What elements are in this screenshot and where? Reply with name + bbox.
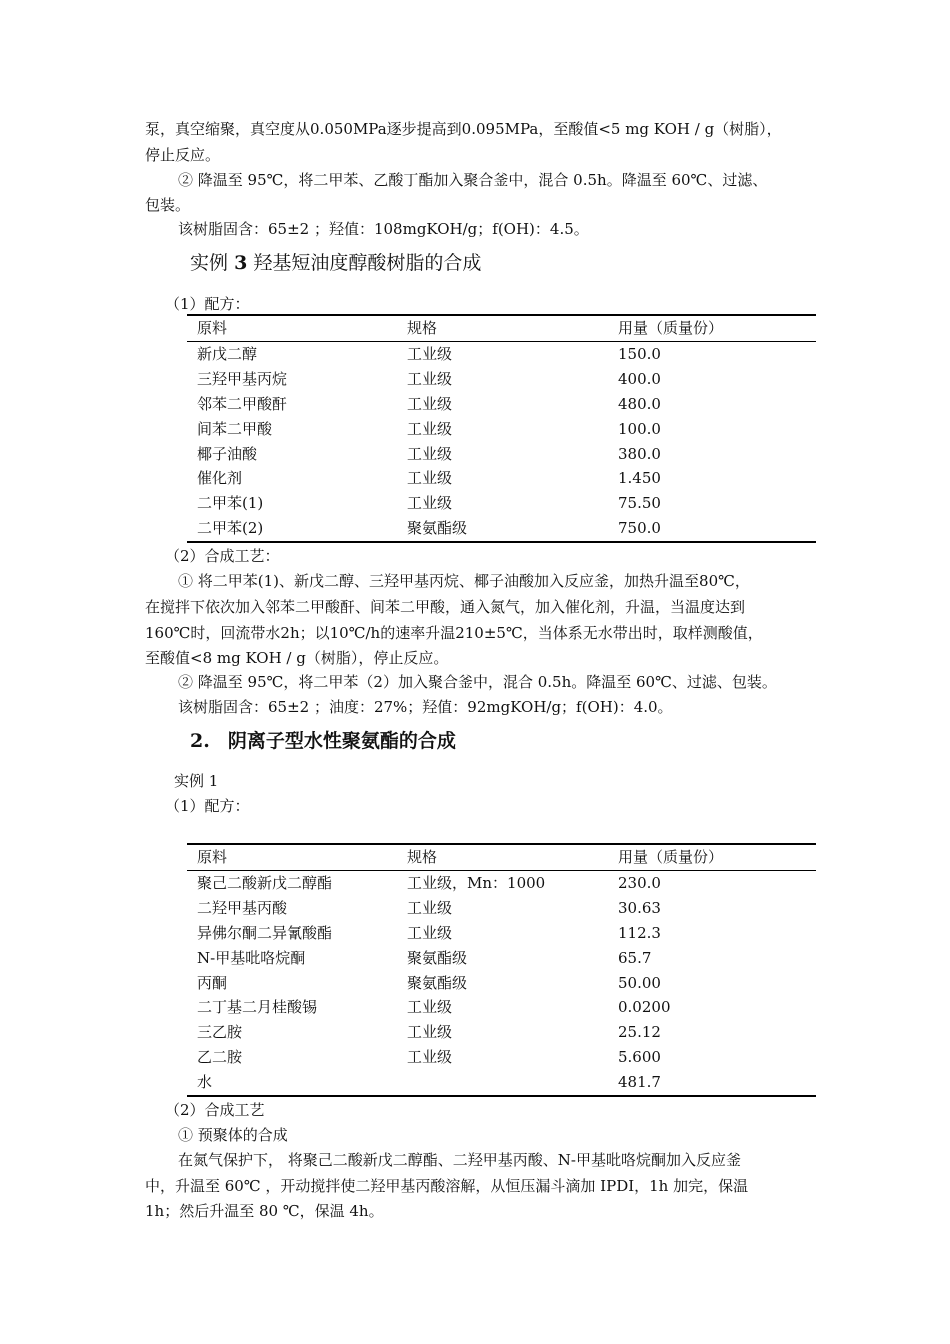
table-cell: 二丁基二月桂酸锡	[197, 998, 318, 1017]
table-cell: 新戊二醇	[197, 344, 258, 363]
table-row	[187, 466, 816, 491]
heading-prefix: 实例	[190, 252, 229, 274]
table-cell: 工业级	[407, 444, 453, 463]
table-cell: 75.50	[618, 494, 661, 513]
process-label: （2）合成工艺：	[165, 547, 280, 565]
process-line: 在氮气保护下， 将聚己二酸新戊二醇酯、二羟甲基丙酸、N-甲基吡咯烷酮加入反应釜	[178, 1151, 741, 1169]
table-cell: 催化剂	[197, 469, 243, 488]
table-cell	[397, 1070, 608, 1096]
example3-heading	[190, 248, 481, 275]
resin-spec-line: 该树脂固含：65±2 ；油度：27%；羟值：92mgKOH/g；f(OH)：4.0。	[178, 698, 673, 716]
table-cell: 工业级	[407, 419, 453, 438]
process-line: 中，升温至 60℃ ，开动搅拌使二羟甲基丙酸溶解，从恒压漏斗滴加 IPDI，1h 加完，保温	[145, 1177, 749, 1195]
column-header: 用量（质量份）	[618, 848, 724, 866]
table-row	[187, 442, 816, 467]
table-cell: 100.0	[618, 419, 661, 438]
table-cell: 聚氨酯级	[407, 973, 468, 992]
paragraph-line: 停止反应。	[145, 146, 221, 164]
table-cell: 工业级	[407, 1048, 453, 1067]
table-cell: 聚己二酸新戊二醇酯	[197, 873, 333, 892]
process-line: 160℃时，回流带水2h；以10℃/h的速率升温210±5℃，当体系无水带出时，取样测酸值，	[145, 624, 763, 642]
section-number: 2.	[190, 730, 210, 752]
heading-number: 3	[234, 252, 248, 274]
table-cell: 水	[197, 1073, 213, 1092]
table-cell: 工业级	[407, 898, 453, 917]
table-cell: 工业级	[407, 394, 453, 413]
formula-label: （1）配方：	[165, 295, 250, 313]
process-line: 1h；然后升温至 80 ℃，保温 4h。	[145, 1202, 384, 1220]
table-row	[187, 995, 816, 1020]
process-line: 至酸值<8 mg KOH / g（树脂），停止反应。	[145, 649, 449, 667]
table-cell: 工业级	[407, 369, 453, 388]
table-cell: 380.0	[618, 444, 661, 463]
paragraph-line: 包装。	[145, 196, 191, 214]
process-line: 在搅拌下依次加入邻苯二甲酸酐、间苯二甲酸，通入氮气，加入催化剂，升温，当温度达到	[145, 598, 746, 616]
heading-text: 羟基短油度醇酸树脂的合成	[253, 252, 482, 274]
process-line: ① 将二甲苯(1)、新戊二醇、三羟甲基丙烷、椰子油酸加入反应釜，加热升温至80℃，	[178, 572, 750, 590]
resin-spec-line: 该树脂固含：65±2 ；羟值：108mgKOH/g；f(OH)：4.5。	[178, 220, 589, 238]
table-cell: 工业级	[407, 923, 453, 942]
column-header: 原料	[197, 319, 228, 337]
table-cell: 二甲苯(1)	[197, 494, 264, 513]
table-header-row	[187, 844, 816, 870]
table-cell: 230.0	[618, 873, 661, 892]
table-cell: 工业级	[407, 998, 453, 1017]
table-cell: 工业级	[407, 344, 453, 363]
formula-label: （1）配方：	[165, 797, 250, 815]
table-cell: 乙二胺	[197, 1048, 243, 1067]
table-cell: 481.7	[618, 1073, 661, 1092]
table-cell: 椰子油酸	[197, 444, 258, 463]
column-header: 原料	[197, 848, 228, 866]
table-cell: 150.0	[618, 344, 661, 363]
paragraph-line: 泵，真空缩聚，真空度从0.050MPa逐步提高到0.095MPa，至酸值<5 mg KOH / g（树脂），	[145, 120, 782, 138]
column-header: 用量（质量份）	[618, 319, 724, 337]
table-cell: 25.12	[618, 1023, 661, 1042]
column-header: 规格	[407, 319, 438, 337]
table-row	[187, 516, 816, 542]
table-cell: 工业级，Mn：1000	[407, 873, 546, 892]
table-cell: 二羟甲基丙酸	[197, 898, 288, 917]
table-cell: 50.00	[618, 973, 661, 992]
table-row	[187, 896, 816, 921]
table-row	[187, 870, 816, 895]
table-row	[187, 971, 816, 996]
table-cell: 5.600	[618, 1048, 661, 1067]
process-label: （2）合成工艺	[165, 1101, 265, 1119]
table-cell: 30.63	[618, 898, 661, 917]
table-cell: 聚氨酯级	[407, 948, 468, 967]
example-label: 实例 1	[174, 772, 219, 790]
column-header: 规格	[407, 848, 438, 866]
table-cell: 异佛尔酮二异氰酸酯	[197, 923, 333, 942]
table-row	[187, 1045, 816, 1070]
table-cell: 工业级	[407, 1023, 453, 1042]
table-cell: 0.0200	[618, 998, 671, 1017]
table-cell: 聚氨酯级	[407, 519, 468, 538]
table-row	[187, 341, 816, 366]
table-header-row	[187, 315, 816, 341]
section-title: 阴离子型水性聚氨酯的合成	[227, 730, 456, 752]
formula-table-example3	[187, 314, 816, 543]
table-row	[187, 491, 816, 516]
table-row	[187, 367, 816, 392]
section2-heading	[190, 726, 456, 753]
table-cell: 750.0	[618, 519, 661, 538]
table-row	[187, 417, 816, 442]
paragraph-line: ② 降温至 95℃，将二甲苯、乙酸丁酯加入聚合釜中，混合 0.5h。降温至 60℃、过滤、	[178, 171, 768, 189]
table-row	[187, 1020, 816, 1045]
table-cell: 工业级	[407, 494, 453, 513]
table-row	[187, 392, 816, 417]
table-cell: 邻苯二甲酸酐	[197, 394, 288, 413]
table-cell: 二甲苯(2)	[197, 519, 264, 538]
table-row	[187, 1070, 816, 1096]
table-cell: 480.0	[618, 394, 661, 413]
process-line: ② 降温至 95℃，将二甲苯（2）加入聚合釜中，混合 0.5h。降温至 60℃、过滤、包装。	[178, 673, 777, 691]
table-row	[187, 946, 816, 971]
table-cell: N-甲基吡咯烷酮	[197, 948, 306, 967]
table-cell: 三羟甲基丙烷	[197, 369, 288, 388]
table-row	[187, 921, 816, 946]
table-cell: 间苯二甲酸	[197, 419, 273, 438]
table-cell: 400.0	[618, 369, 661, 388]
table-cell: 三乙胺	[197, 1023, 243, 1042]
table-cell: 65.7	[618, 948, 652, 967]
table-cell: 丙酮	[197, 973, 228, 992]
formula-table-section2	[187, 843, 816, 1097]
table-cell: 112.3	[618, 923, 661, 942]
table-cell: 工业级	[407, 469, 453, 488]
table-cell: 1.450	[618, 469, 661, 488]
step-label: ① 预聚体的合成	[178, 1126, 288, 1144]
